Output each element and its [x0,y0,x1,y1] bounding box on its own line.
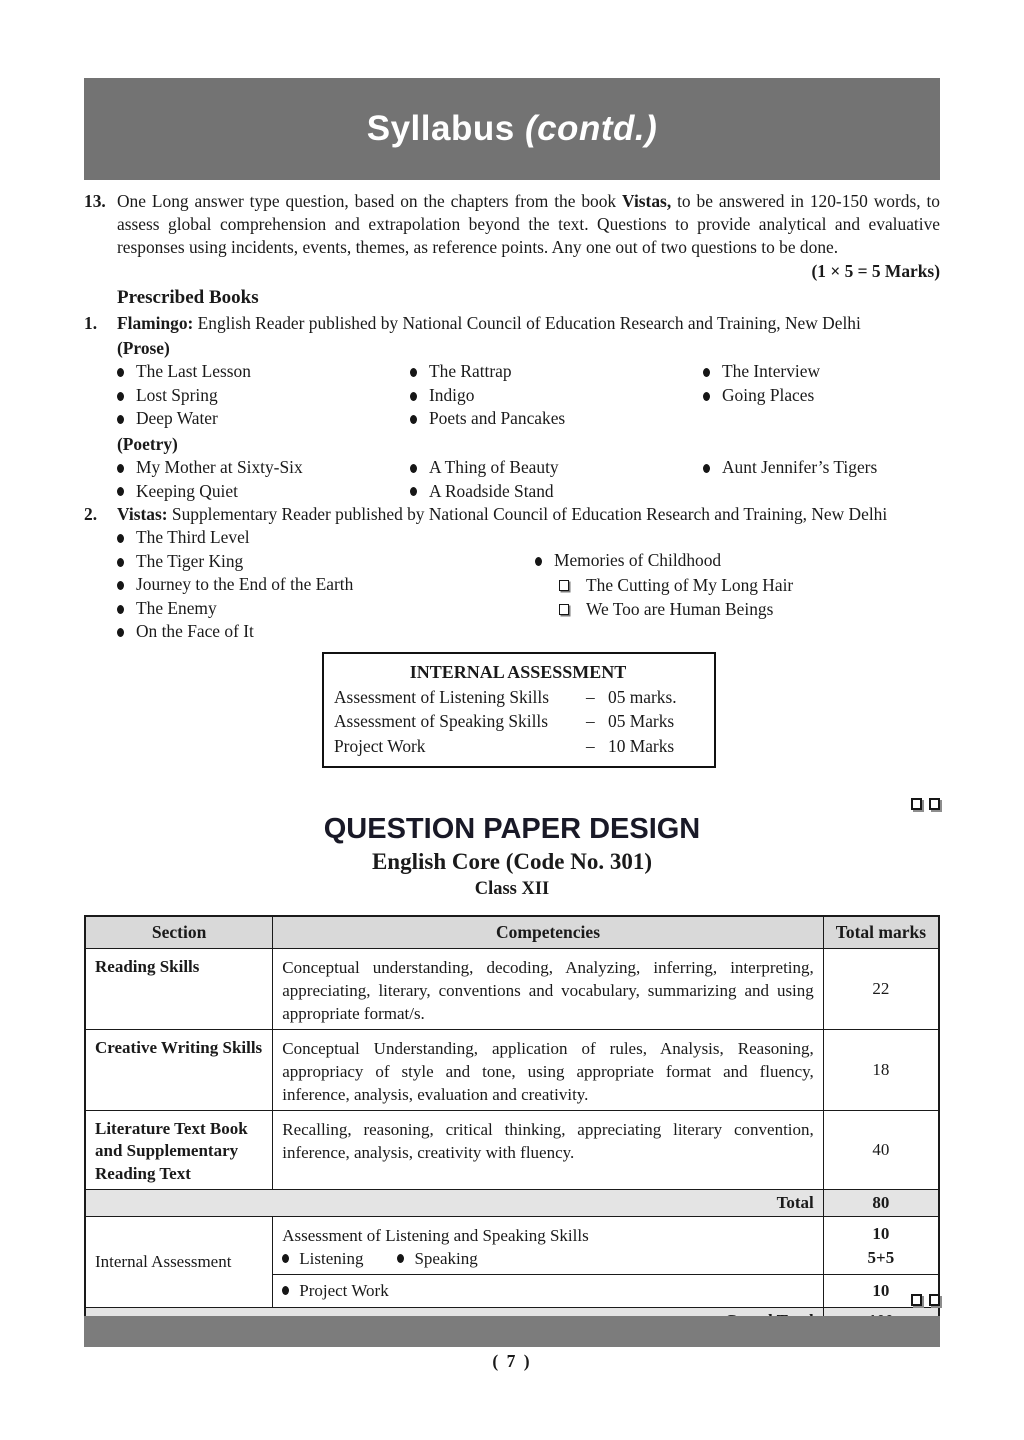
list-item [117,456,410,480]
question-paper-design-table [84,915,940,1336]
qpd-subtitle: English Core (Code No. 301) [371,849,653,874]
list-item [117,480,410,504]
list-item [535,549,940,573]
bullet-icon [410,487,417,496]
ia-bullet-label: Listening [299,1249,364,1268]
end-square-icon [929,1294,940,1306]
row-competencies: Conceptual understanding, decoding, Analyzing, inferring, interpreting, appreciating, literary, conventions and vocabulary, summarizing and using appropriate format/s. [273,948,824,1029]
list-item [282,1279,814,1302]
table-row [85,1110,939,1190]
ia-project-label: Project Work [299,1281,389,1300]
bullet-icon [410,392,417,401]
bullet-icon [410,368,417,377]
list-item [703,456,940,480]
banner-title [367,109,657,149]
bullet-icon [117,605,124,614]
ia-row-speaking [334,709,702,734]
prose-item: Poets and Pancakes [429,408,566,429]
poetry-list [117,456,940,503]
list-item [410,456,703,480]
book-2-description: Supplementary Reader published by National Council of Education Research and Training, New Delhi [167,504,888,525]
qpd-title: QUESTION PAPER DESIGN [323,813,701,845]
bullet-icon [117,464,124,473]
poetry-item: A Roadside Stand [429,480,554,501]
internal-assessment-section: Internal Assessment [85,1217,273,1308]
bullet-icon [397,1254,404,1263]
book-2-vistas [84,503,940,526]
list-subitem [559,573,940,598]
syllabus-banner [84,78,940,180]
internal-assessment-row-1 [85,1217,939,1275]
bullet-icon [410,415,417,424]
item-13-text [117,190,940,283]
prose-item: The Interview [722,361,821,382]
item-13-text-before: One Long answer type question, based on the chapters from the book [117,191,623,211]
table-header-row [85,916,939,948]
vistas-item: The Tiger King [136,550,244,571]
ia-bullets [282,1247,814,1270]
ia-label: Assessment of Speaking Skills [334,711,549,732]
ia-marks-line-1: 10 [872,1223,890,1243]
item-13-text-after: to be answered in 120-150 words, to assess global comprehension and extrapolation beyond the text. Questions to provide analytical and evaluative responses using incidents, events, themes, as reference points. Any one out of two questions to be done. [117,191,940,258]
list-item [117,360,410,384]
list-item [410,407,703,431]
banner-title-text: Syllabus [366,109,515,148]
end-square-icon [911,798,922,810]
ia-project-marks: 10 [823,1275,939,1308]
prose-list [117,360,940,431]
list-item [397,1247,477,1270]
row-marks: 40 [823,1110,939,1190]
bullet-icon [535,557,542,566]
vistas-item: Journey to the End of the Earth [136,574,354,595]
square-bullet-icon [559,604,569,615]
header-section: Section [85,916,273,948]
bullet-icon [703,392,710,401]
vistas-item: On the Face of It [136,621,254,642]
ia-project-cell [273,1275,824,1308]
banner-title-contd: (contd.) [524,109,658,148]
list-item [117,597,535,621]
header-total-marks: Total marks [823,916,939,948]
vistas-chapter-list [84,526,940,644]
ia-label: Assessment of Listening Skills [334,686,549,707]
poetry-column-3 [703,456,940,503]
ia-label: Project Work [334,735,426,756]
page-number: ( 7 ) [492,1351,532,1371]
book-1-title: Flamingo: [117,313,194,334]
bullet-icon [703,464,710,473]
end-square-icon [929,798,940,810]
prose-column-3 [703,360,940,431]
bullet-icon [117,558,124,567]
list-item [117,526,535,550]
ia-line-1: Assessment of Listening and Speaking Skills [282,1226,589,1245]
list-subitem [559,597,940,622]
internal-assessment-box [322,652,716,769]
ia-competencies [273,1217,824,1275]
ia-row-listening [334,685,702,710]
section-end-marker [911,798,940,810]
row-marks: 18 [823,1029,939,1110]
poetry-item: A Thing of Beauty [429,457,559,478]
poetry-label: (Poetry) [117,433,178,454]
ia-marks [823,1217,939,1275]
list-item [117,573,535,597]
table-row [85,948,939,1029]
vistas-right-column [535,526,940,644]
poetry-column-2 [410,456,703,503]
list-item [410,384,703,408]
book-1-flamingo [84,312,940,335]
vistas-subitem: We Too are Human Beings [586,599,774,620]
ia-bullet-label: Speaking [414,1249,478,1268]
prose-item: Going Places [722,384,815,405]
poetry-item: My Mother at Sixty-Six [136,457,303,478]
ia-value: 05 Marks [608,711,675,732]
bullet-icon [703,368,710,377]
book-1-text [117,312,940,335]
book-2-number: 2. [84,504,98,525]
total-label: Total [85,1190,823,1217]
prose-item: Deep Water [136,408,218,429]
poetry-column-1 [117,456,410,503]
row-competencies: Conceptual Understanding, application of rules, Analysis, Reasoning, appropriacy of style and tone, using appropriate format and fluency, inference, analysis, evaluation and creativity. [273,1029,824,1110]
ia-dash: – [586,686,595,707]
prose-column-1 [117,360,410,431]
ia-dash: – [586,735,595,756]
internal-assessment-title: INTERNAL ASSESSMENT [409,661,627,682]
list-item [703,384,940,408]
qpd-class: Class XII [474,879,550,899]
bullet-icon [117,487,124,496]
item-13-bold-vistas: Vistas, [622,191,672,211]
bullet-icon [282,1286,289,1295]
prose-item: The Last Lesson [136,361,251,382]
row-competencies: Recalling, reasoning, critical thinking, appreciating literary convention, inference, analysis, creativity with fluency. [273,1110,824,1190]
list-item [117,384,410,408]
table-row [85,1029,939,1110]
row-section: Reading Skills [85,948,273,1029]
bullet-icon [117,534,124,543]
list-item [117,407,410,431]
list-item [117,620,535,644]
prose-item: Lost Spring [136,384,218,405]
footer-bar [84,1316,940,1347]
book-1-description: English Reader published by National Council of Education Research and Training, New Delhi [193,313,861,334]
row-section: Creative Writing Skills [85,1029,273,1110]
row-marks: 22 [823,948,939,1029]
total-row [85,1190,939,1217]
book-2-text [117,503,940,526]
vistas-subitem: The Cutting of My Long Hair [586,574,794,595]
prose-item: The Rattrap [429,361,512,382]
bullet-icon [117,368,124,377]
book-2-title: Vistas: [117,504,168,525]
list-item [117,550,535,574]
bullet-icon [117,628,124,637]
prescribed-books-heading: Prescribed Books [117,286,259,308]
item-13-marks: (1 × 5 = 5 Marks) [811,260,940,281]
vistas-item: The Enemy [136,597,217,618]
prose-label: (Prose) [117,338,170,359]
bullet-icon [117,392,124,401]
ia-marks-line-2: 5+5 [867,1247,895,1267]
ia-row-project [334,734,702,759]
book-1-number: 1. [84,313,98,334]
square-bullet-icon [559,580,569,591]
vistas-left-column [84,526,535,644]
ia-value: 10 Marks [608,735,675,756]
list-item [410,360,703,384]
end-square-icon [911,1294,922,1306]
poetry-item: Aunt Jennifer’s Tigers [722,457,878,478]
bullet-icon [282,1254,289,1263]
item-13-number: 13. [84,191,106,211]
prose-item: Indigo [429,384,475,405]
list-item [703,360,940,384]
header-competencies: Competencies [273,916,824,948]
question-paper-design-heading [84,813,940,901]
section-end-marker [911,1294,940,1306]
poetry-item: Keeping Quiet [136,480,238,501]
vistas-item: The Third Level [136,527,250,548]
syllabus-item-13 [84,190,940,283]
vistas-item: Memories of Childhood [554,550,722,571]
bullet-icon [117,415,124,424]
bullet-icon [410,464,417,473]
list-item [282,1247,363,1270]
bullet-icon [117,581,124,590]
ia-dash: – [586,711,595,732]
row-section: Literature Text Book and Supplementary Reading Text [85,1110,273,1190]
ia-value: 05 marks. [608,686,677,707]
syllabus-content [84,190,940,768]
list-item [410,480,703,504]
prose-column-2 [410,360,703,431]
total-value: 80 [823,1190,939,1217]
